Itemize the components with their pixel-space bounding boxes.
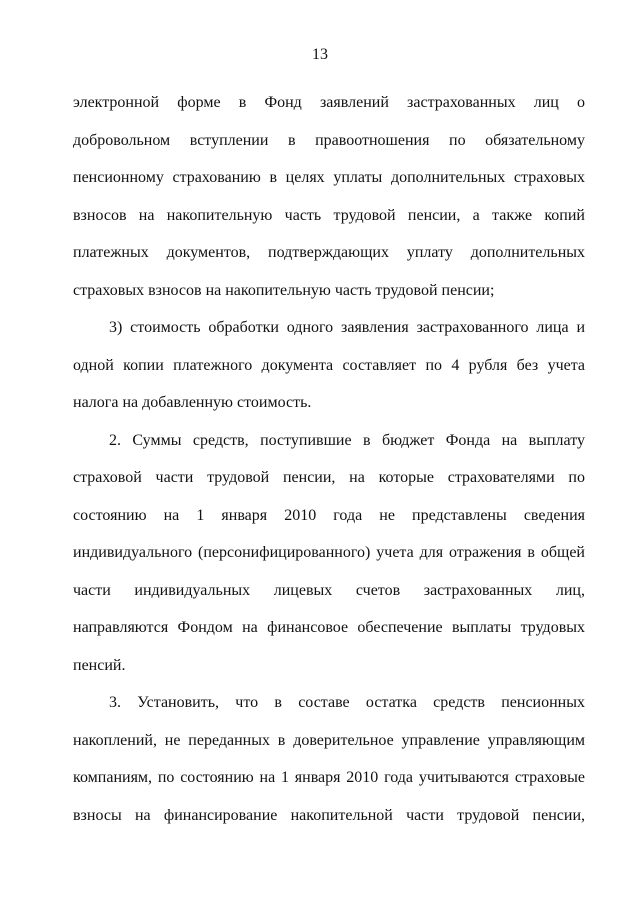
text-line: направляются Фондом на финансовое обеспечение выплаты трудовых xyxy=(73,619,585,636)
text-line: платежных документов, подтверждающих уплату дополнительных xyxy=(73,244,585,261)
text-line: пенсионному страхованию в целях уплаты дополнительных страховых xyxy=(73,169,585,186)
text-line: пенсий. xyxy=(73,656,126,674)
text-line: части индивидуальных лицевых счетов застрахованных лиц, xyxy=(73,581,585,599)
text-line: 3. Установить, что в составе остатка средств пенсионных xyxy=(109,694,585,711)
text-line: электронной форме в Фонд заявлений застрахованных лиц о xyxy=(73,94,585,111)
page-number: 13 xyxy=(312,46,328,63)
text-line: компаниям, по состоянию на 1 января 2010 года учитываются страховые xyxy=(73,769,585,786)
text-line: накоплений, не переданных в доверительное управление управляющим xyxy=(73,731,585,749)
text-line: 3) стоимость обработки одного заявления застрахованного лица и xyxy=(109,319,585,336)
text-line: взносы на финансирование накопительной части трудовой пенсии, xyxy=(73,806,585,824)
text-line: 2. Суммы средств, поступившие в бюджет Фонда на выплату xyxy=(109,431,585,449)
text-line: страховых взносов на накопительную часть трудовой пенсии; xyxy=(73,281,495,299)
text-line: страховой части трудовой пенсии, на которые страхователями по xyxy=(73,469,585,486)
text-line: состоянию на 1 января 2010 года не представлены сведения xyxy=(73,506,585,524)
body-text xyxy=(73,84,585,834)
text-line: добровольном вступлении в правоотношения по обязательному xyxy=(73,131,585,149)
text-line: индивидуального (персонифицированного) учета для отражения в общей xyxy=(73,544,585,561)
text-line: налога на добавленную стоимость. xyxy=(73,394,312,411)
text-line: одной копии платежного документа составляет по 4 рубля без учета xyxy=(73,356,585,374)
text-line: взносов на накопительную часть трудовой пенсии, а также копий xyxy=(73,206,585,224)
